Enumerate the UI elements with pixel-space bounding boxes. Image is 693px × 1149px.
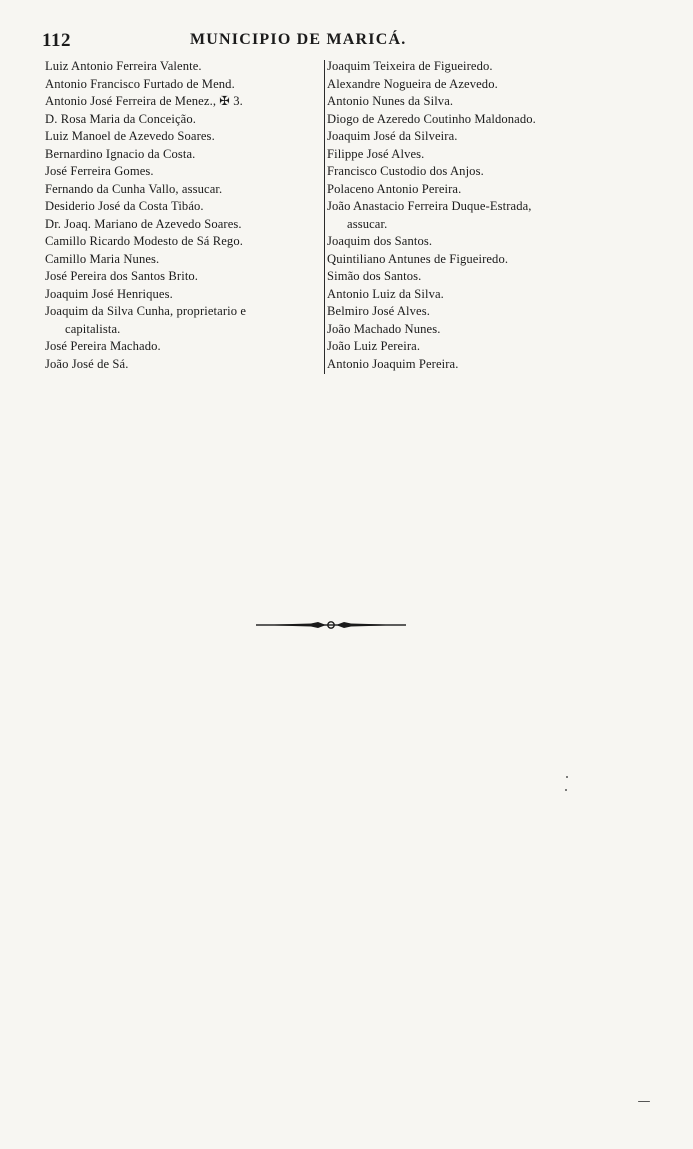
list-item: João José de Sá. <box>45 356 129 371</box>
list-item: José Ferreira Gomes. <box>45 164 154 178</box>
paper-speck <box>566 776 568 778</box>
list-item: Dr. Joaq. Mariano de Azevedo Soares. <box>45 216 242 231</box>
list-item: Francisco Custodio dos Anjos. <box>327 164 484 178</box>
list-item: João Anastacio Ferreira Duque-Estrada, <box>327 199 532 213</box>
list-item: Luiz Manoel de Azevedo Soares. <box>45 129 215 143</box>
end-ornament <box>256 620 406 630</box>
list-item: Polaceno Antonio Pereira. <box>327 181 462 196</box>
list-item: Antonio Luiz da Silva. <box>327 286 444 301</box>
list-item: Antonio Francisco Furtado de Mend. <box>45 76 235 91</box>
list-item: Antonio Joaquim Pereira. <box>327 356 459 371</box>
list-item: João Machado Nunes. <box>327 321 441 336</box>
list-item: D. Rosa Maria da Conceição. <box>45 111 196 126</box>
list-item: Camillo Ricardo Modesto de Sá Rego. <box>45 234 243 248</box>
page-header <box>0 30 693 54</box>
running-title: MUNICIPIO DE MARICÁ. <box>190 31 407 48</box>
list-item: Simão dos Santos. <box>327 269 422 283</box>
list-item: Belmiro José Alves. <box>327 304 430 318</box>
list-item: Camillo Maria Nunes. <box>45 251 160 266</box>
paper-speck <box>565 789 567 791</box>
right-column <box>327 58 657 373</box>
list-item: Joaquim José Henriques. <box>45 286 173 301</box>
paper-speck <box>638 1101 650 1102</box>
list-item: Fernando da Cunha Vallo, assucar. <box>45 181 223 196</box>
list-item: José Pereira Machado. <box>45 339 161 353</box>
list-item: João Luiz Pereira. <box>327 339 421 353</box>
list-item: Antonio Nunes da Silva. <box>327 94 454 108</box>
list-item: Alexandre Nogueira de Azevedo. <box>327 76 498 91</box>
page-number: 112 <box>42 30 71 51</box>
list-item: Joaquim da Silva Cunha, proprietario e <box>45 304 247 318</box>
list-item-continuation: capitalista. <box>65 321 121 336</box>
list-item: Filippe José Alves. <box>327 146 425 161</box>
list-item: Desiderio José da Costa Tibáo. <box>45 199 204 213</box>
list-item: José Pereira dos Santos Brito. <box>45 269 199 283</box>
list-item: Diogo de Azeredo Coutinho Maldonado. <box>327 111 536 126</box>
list-item: Luiz Antonio Ferreira Valente. <box>45 59 202 73</box>
list-item: Joaquim dos Santos. <box>327 234 433 248</box>
list-item: Joaquim Teixeira de Figueiredo. <box>327 59 493 73</box>
list-item: Quintiliano Antunes de Figueiredo. <box>327 251 509 266</box>
left-column <box>45 58 323 373</box>
list-item: Antonio José Ferreira de Menez., ✠ 3. <box>45 94 243 108</box>
list-item: Joaquim José da Silveira. <box>327 129 458 143</box>
list-item-continuation: assucar. <box>347 216 388 231</box>
column-divider <box>324 60 325 374</box>
list-item: Bernardino Ignacio da Costa. <box>45 146 196 161</box>
